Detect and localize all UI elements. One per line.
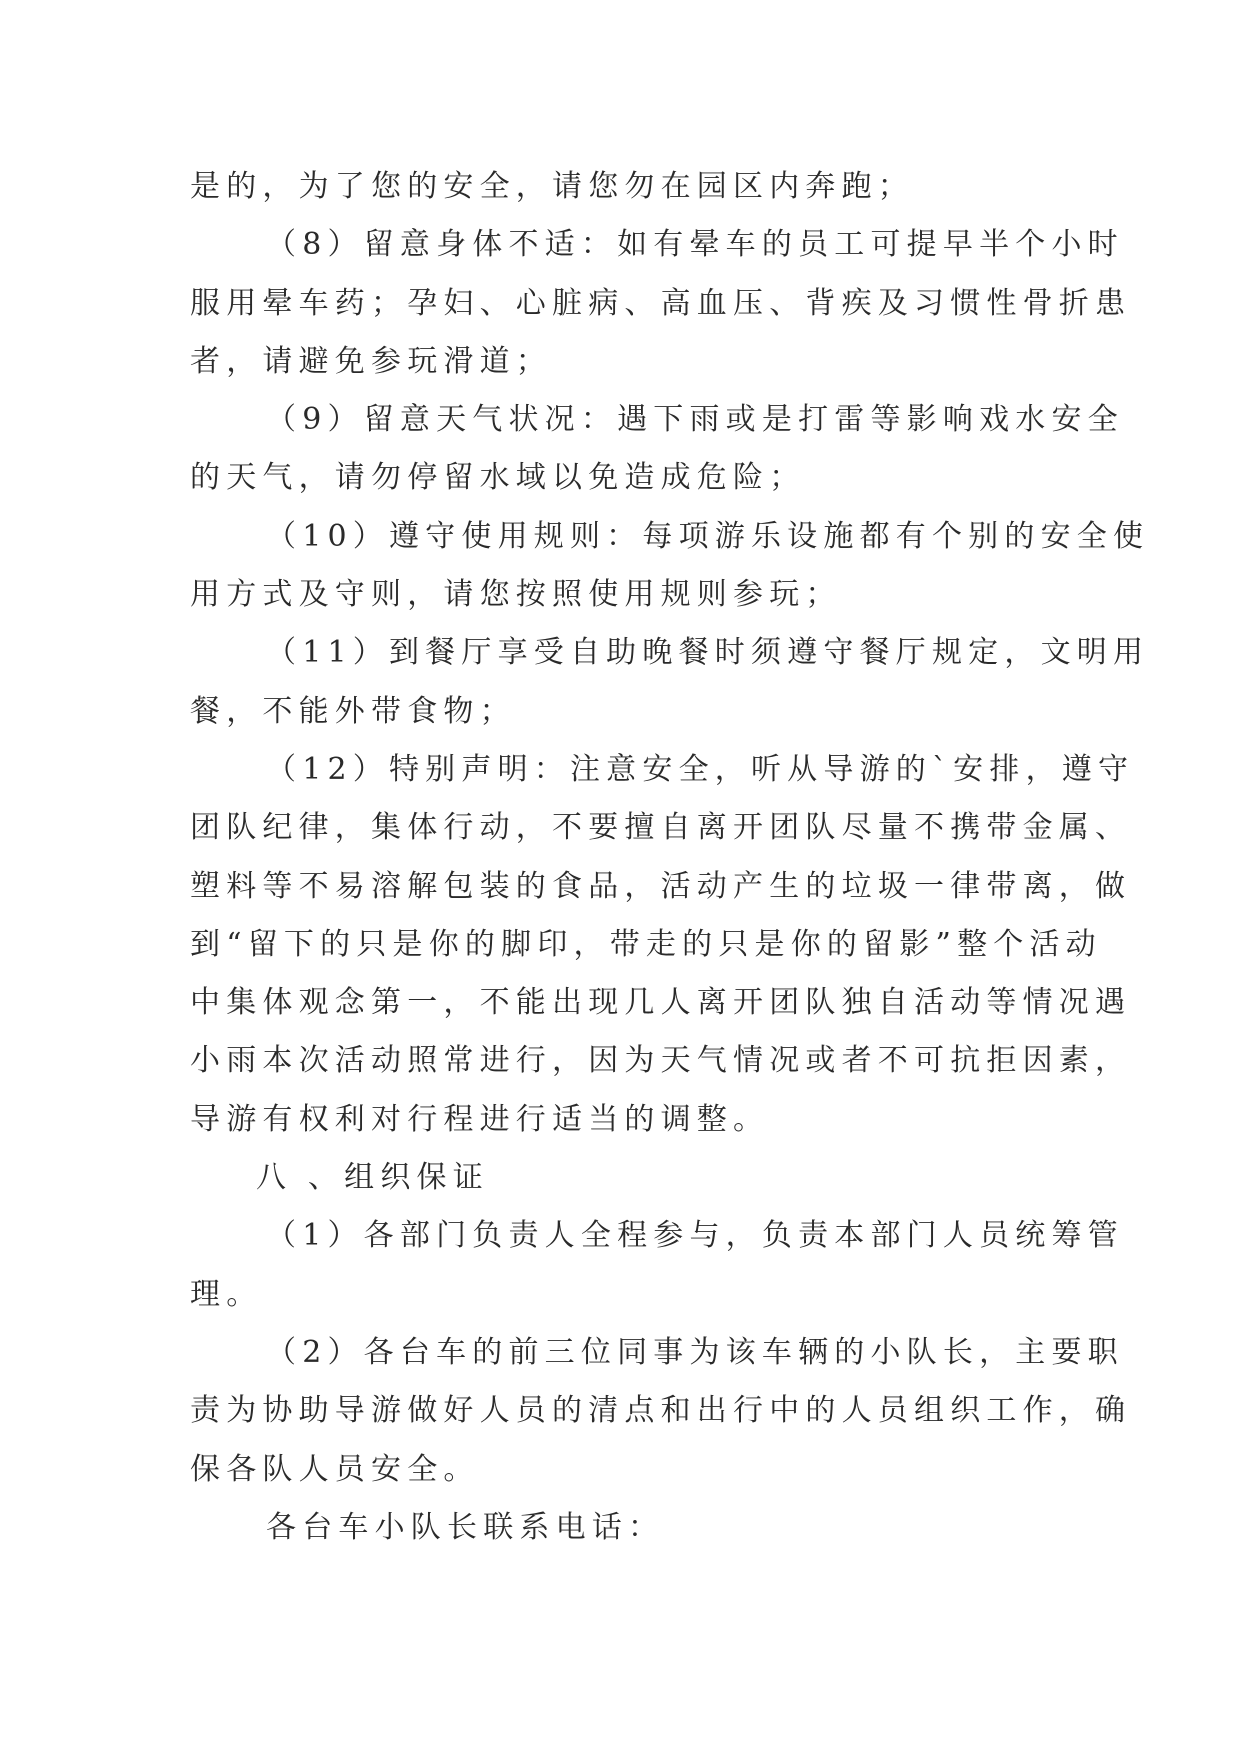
text-line: （1）各部门负责人全程参与，负责本部门人员统筹管 bbox=[266, 1218, 1124, 1254]
text-line: （9）留意天气状况：遇下雨或是打雷等影响戏水安全 bbox=[266, 402, 1124, 438]
text-line: 导游有权利对行程进行适当的调整。 bbox=[190, 1101, 770, 1137]
section-heading: 八 、组织保证 bbox=[256, 1160, 489, 1196]
text-line: （12）特别声明：注意安全，听从导游的`安排，遵守 bbox=[266, 751, 1135, 787]
document-body bbox=[190, 158, 1150, 1557]
text-line: 的天气，请勿停留水域以免造成危险； bbox=[190, 460, 806, 496]
text-line: （10）遵守使用规则：每项游乐设施都有个别的安全使 bbox=[266, 518, 1150, 554]
text-line: 是的，为了您的安全，请您勿在园区内奔跑； bbox=[190, 169, 914, 204]
text-line: 小雨本次活动照常进行，因为天气情况或者不可抗拒因素， bbox=[190, 1043, 1132, 1079]
text-line: 各台车小队长联系电话： bbox=[266, 1509, 665, 1545]
text-line: 服用晕车药；孕妇、心脏病、高血压、背疾及习惯性骨折患 bbox=[190, 285, 1132, 321]
text-line: （2）各台车的前三位同事为该车辆的小队长，主要职 bbox=[266, 1334, 1124, 1370]
text-line: （8）留意身体不适：如有晕车的员工可提早半个小时 bbox=[266, 227, 1124, 263]
text-line: 者，请避免参玩滑道； bbox=[190, 343, 552, 379]
text-line: 理。 bbox=[190, 1276, 263, 1312]
text-line: 塑料等不易溶解包装的食品，活动产生的垃圾一律带离，做 bbox=[190, 868, 1132, 904]
text-line: 中集体观念第一，不能出现几人离开团队独自活动等情况遇 bbox=[190, 985, 1132, 1021]
text-line: 餐，不能外带食物； bbox=[190, 693, 516, 729]
text-line: 保各队人员安全。 bbox=[190, 1451, 480, 1487]
text-line: 用方式及守则，请您按照使用规则参玩； bbox=[190, 577, 842, 613]
text-line: 团队纪律，集体行动，不要擅自离开团队尽量不携带金属、 bbox=[190, 810, 1132, 846]
text-line: 责为协助导游做好人员的清点和出行中的人员组织工作，确 bbox=[190, 1393, 1132, 1429]
text-line: 到“留下的只是你的脚印，带走的只是你的留影”整个活动 bbox=[190, 926, 1102, 962]
text-line: （11）到餐厅享受自助晚餐时须遵守餐厅规定，文明用 bbox=[266, 635, 1150, 671]
